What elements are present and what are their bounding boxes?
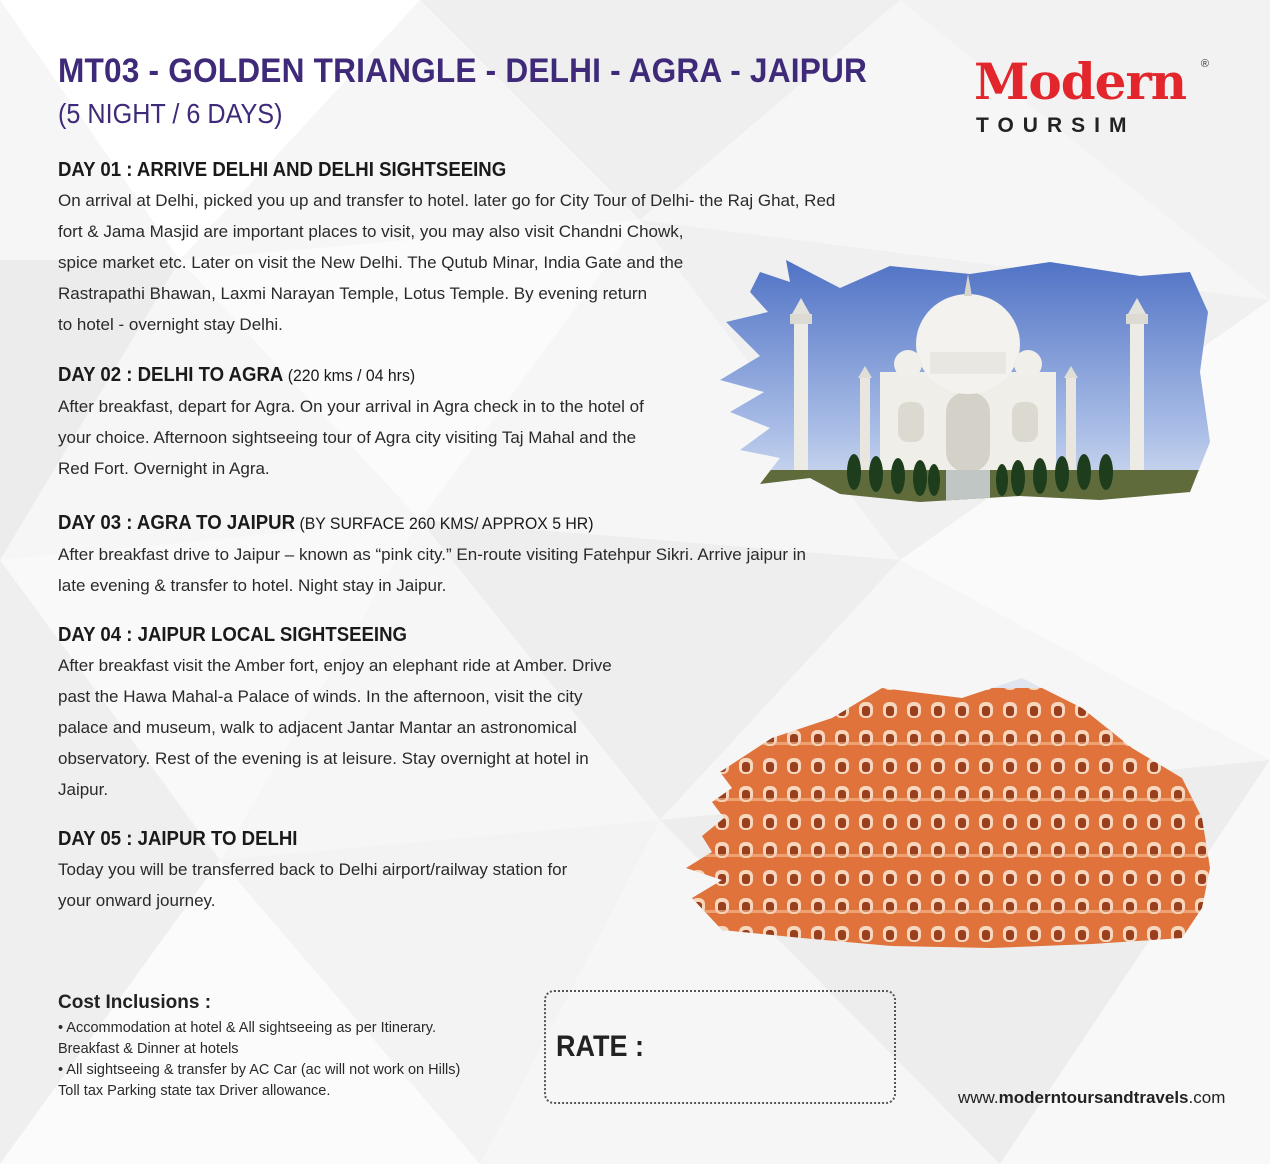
day-02-section	[58, 362, 644, 484]
day-05-section	[58, 826, 567, 916]
logo-subtitle: TOURSIM	[976, 114, 1136, 137]
cost-line: Breakfast & Dinner at hotels	[58, 1041, 239, 1057]
day-04-section	[58, 622, 612, 805]
taj-mahal-image	[720, 252, 1212, 506]
rate-label: RATE :	[556, 1030, 644, 1063]
rate-box	[544, 990, 896, 1104]
logo-wordmark: Modern	[974, 52, 1187, 111]
day-01-heading: DAY 01 : ARRIVE DELHI AND DELHI SIGHTSEEING	[58, 159, 507, 181]
day-02-description: After breakfast, depart for Agra. On your arrival in Agra check in to the hotel of your choice. Afternoon sightseeing tour of Agra city visiting Taj Mahal and the Red Fort. Overnight in Agra.	[58, 397, 644, 478]
day-03-heading: DAY 03 : AGRA TO JAIPUR (BY SURFACE 260 KMS/ APPROX 5 HR)	[58, 512, 594, 534]
cost-line: • Accommodation at hotel & All sightseeing as per Itinerary.	[58, 1020, 436, 1036]
company-logo	[972, 52, 1217, 140]
day-05-description: Today you will be transferred back to Delhi airport/railway station for your onward journey.	[58, 860, 568, 910]
cost-inclusions-title: Cost Inclusions :	[58, 992, 212, 1013]
day-01-section	[58, 157, 835, 340]
day-04-description: After breakfast visit the Amber fort, enjoy an elephant ride at Amber. Drive past the Hawa Mahal-a Palace of winds. In the afternoon, visit the city palace and museum, walk to adjacent Jantar Mantar an astronomical observatory. Rest of the evening is at leisure. Stay overnight at hotel in Jaipur.	[58, 656, 612, 799]
website-url[interactable]: www.moderntoursandtravels.com	[958, 1088, 1226, 1107]
registered-mark: ®	[1200, 58, 1209, 70]
cost-line: • All sightseeing & transfer by AC Car (ac will not work on Hills)	[58, 1062, 461, 1078]
day-03-description: After breakfast drive to Jaipur – known as “pink city.” En-route visiting Fatehpur Sikri. Arrive jaipur in late evening & transfer to hotel. Night stay in Jaipur.	[58, 545, 806, 595]
day-04-heading: DAY 04 : JAIPUR LOCAL SIGHTSEEING	[58, 624, 408, 646]
hawa-mahal-image	[662, 668, 1222, 952]
day-03-section	[58, 510, 806, 601]
cost-inclusions	[58, 992, 528, 1102]
day-02-heading: DAY 02 : DELHI TO AGRA (220 kms / 04 hrs)	[58, 364, 416, 386]
page-title: MT03 - GOLDEN TRIANGLE - DELHI - AGRA - JAIPUR	[58, 52, 868, 90]
day-05-heading: DAY 05 : JAIPUR TO DELHI	[58, 828, 298, 850]
cost-line: Toll tax Parking state tax Driver allowance.	[58, 1083, 331, 1099]
day-01-description: On arrival at Delhi, picked you up and transfer to hotel. later go for City Tour of Delhi- the Raj Ghat, Red fort & Jama Masjid are important places to visit, you may also visit Chandni Chowk, spice market etc. Later on visit the New Delhi. The Qutub Minar, India Gate and the Rastrapathi Bhawan, Laxmi Narayan Temple, Lotus Temple. By evening return to hotel - overnight stay Delhi.	[58, 191, 836, 334]
tour-duration: (5 NIGHT / 6 DAYS)	[58, 98, 283, 129]
